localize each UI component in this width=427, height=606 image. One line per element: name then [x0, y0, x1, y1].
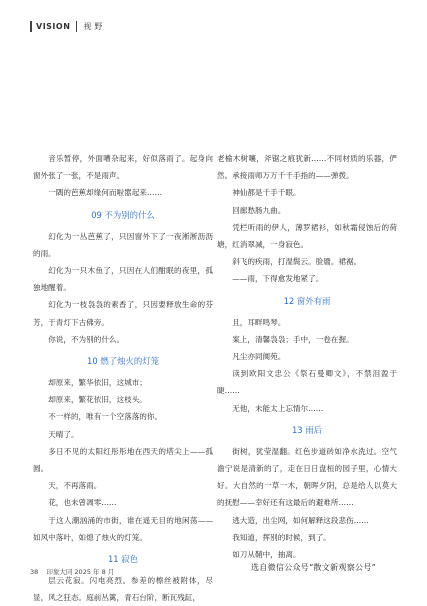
section-label-cn: 视野 — [83, 21, 106, 31]
paragraph: 幻化为一丛芭蕉了，只因窗外下了一夜淅淅沥沥的雨。 — [33, 231, 213, 258]
paragraph: 花，也未曾凋零…… — [48, 498, 117, 508]
section-heading: 09 不为别的什么 — [91, 209, 155, 220]
section-heading: 11 寂色 — [107, 554, 139, 565]
paragraph: 层云花寂。闪电亮烈。参差的檫丝被附体，尽显，风之狂态。庭前丛篱，青石台阶，断瓦残缸， — [33, 576, 213, 603]
paragraph: 凭栏听雨的伊人，薄罗裙衫，如秋霜侵蚀后的荷塘，红消翠减，一身寂色。 — [217, 222, 397, 250]
paragraph: 不一样的，唯有一个空落落的你。 — [48, 412, 163, 422]
page-footer — [30, 567, 114, 576]
paragraph: 幻化为一只木鱼了，只因在人们酣眠的夜里，孤独地醒着。 — [33, 266, 213, 293]
paragraph: 天，不再落雨。 — [48, 481, 102, 491]
section-heading: 13 雨后 — [291, 424, 323, 435]
paragraph: 一隅的芭蕉却缘何而啦嚣起来…… — [48, 188, 163, 198]
source-credit: 选自微信公众号“散文新观察公号” — [251, 563, 376, 572]
paragraph: 你说，不为别的什么。 — [48, 334, 125, 344]
paragraph: 于这人潮汹涌的市街，谁在遥无目的地闲荡——如风中落叶，如熄了烛火的灯笼。 — [33, 515, 213, 542]
paragraph: 逃大造，出尘网，如何解释这段悲伤…… — [232, 515, 369, 525]
header-divider — [76, 21, 77, 32]
section-header — [30, 19, 105, 33]
paragraph: 幻化为一枝袅袅的素香了，只因要释放生命的芬芳，于青灯下古佛旁。 — [33, 300, 213, 327]
magazine-issue: 印象大同 2025 年 8 月 — [46, 568, 115, 576]
paragraph: 回廊愁肠九曲。 — [232, 205, 286, 215]
paragraph: 如刀从鞘中，抽离。 — [232, 550, 301, 560]
left-column — [33, 150, 213, 606]
section-heading: 12 窗外有雨 — [283, 295, 331, 306]
paragraph: 却原来，繁花依旧，这枝头。 — [48, 395, 147, 405]
paragraph: 我知道，挥别的时候，到了。 — [232, 532, 331, 542]
paragraph: 却原来，繁华依旧，这城市； — [48, 378, 147, 388]
paragraph: 天晴了。 — [48, 429, 79, 439]
paragraph: 读到欧阳文忠公《祭石曼卿文》，不禁泪盈于睫…… — [217, 369, 397, 396]
paragraph: 斜飞的疾雨，打湿鬓云。脸靥。裙裾。 — [232, 257, 362, 267]
right-column — [217, 150, 397, 563]
section-label-en: VISION — [36, 21, 71, 31]
paragraph: 街树，犹莹湿翻。红色步道砖如净水洗过。空气澹宁说是清新的了，走在日日盘桓的园子里，心情大好。大自然的一草一木，朝晖夕阴，总是给人以莫大的抚慰——幸好还有这最后的避难所…… — [217, 446, 397, 508]
paragraph: ——雨，下得愈发地紧了。 — [232, 274, 324, 284]
header-bar — [30, 21, 32, 32]
section-heading: 10 燃了烛火的灯笼 — [87, 356, 159, 367]
paragraph: 老榆木树嚷，斧锯之痕犹新……不同材质的乐器，俨然。承接雨师万万千千手指的——弹拨。 — [217, 154, 397, 181]
page-number: 38 — [30, 568, 39, 576]
paragraph: 案上，清馨袅袅；手中，一卷在握。 — [232, 334, 354, 344]
paragraph: 多日不见的太阳红彤彤地在西天的塔尖上——孤圆。 — [33, 446, 213, 474]
paragraph: 音乐暂停，外面嘈杂起来，好似落雨了。起身向窗外张了一张，不是雨声。 — [33, 154, 213, 181]
paragraph: 且，耳畔鸣琴。 — [232, 317, 286, 327]
paragraph: 凡尘亦同阒苑。 — [232, 352, 286, 362]
paragraph: 神仙都是千手千眼。 — [232, 188, 301, 198]
paragraph: 无他，未能太上忘情尔…… — [232, 403, 324, 413]
